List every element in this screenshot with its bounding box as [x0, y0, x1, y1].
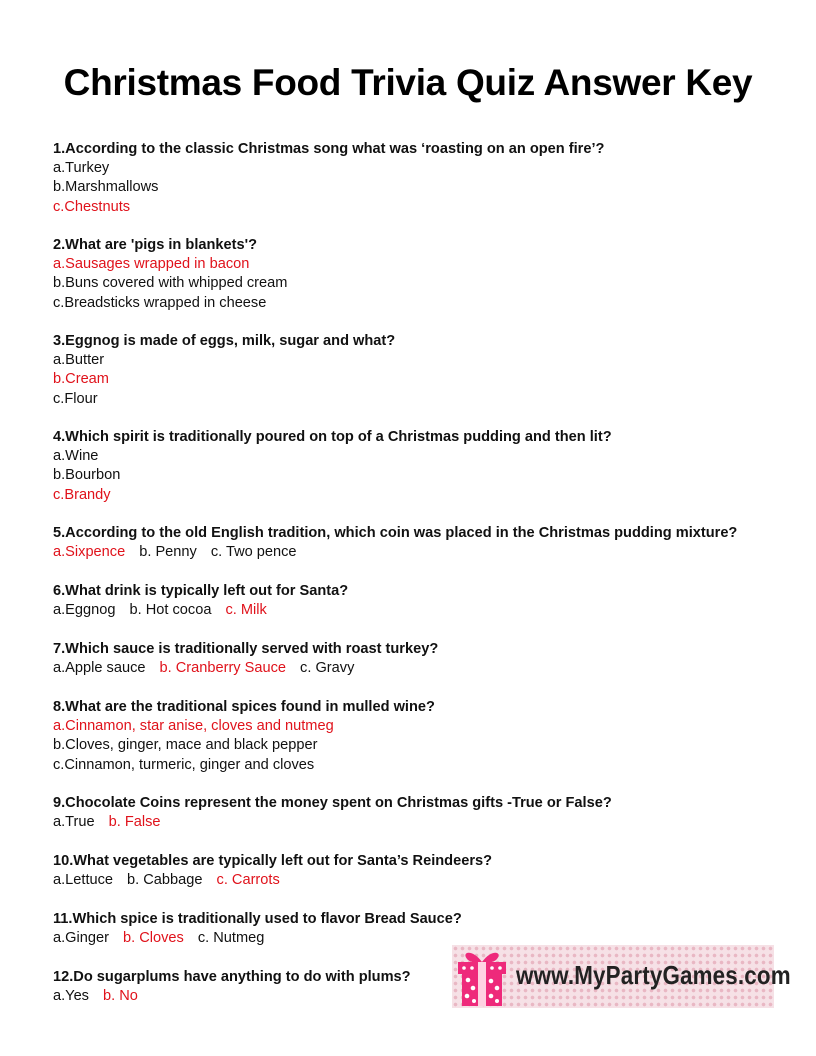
option-a: a.Apple sauce: [53, 660, 146, 677]
options-row: [53, 659, 438, 678]
options-row: [53, 987, 411, 1006]
option-c: c.Breadsticks wrapped in cheese: [53, 294, 267, 311]
question-8: [53, 698, 435, 775]
question-10: [53, 852, 492, 890]
option-a: a.Lettuce: [53, 872, 114, 889]
options-row: [53, 871, 492, 890]
question-text: 2.What are 'pigs in blankets'?: [53, 237, 257, 253]
options-row: [53, 929, 462, 948]
question-text: 3.Eggnog is made of eggs, milk, sugar and what?: [53, 333, 396, 349]
options-row: [53, 543, 737, 562]
page-title: Christmas Food Trivia Quiz Answer Key: [63, 62, 753, 103]
option-a: a.Eggnog: [53, 602, 116, 619]
option-a: a.Butter: [53, 352, 105, 369]
question-text: 1.According to the classic Christmas song what was ‘roasting on an open fire’?: [53, 141, 605, 157]
option-c-correct: c. Carrots: [216, 872, 280, 889]
option-b: b. Hot cocoa: [129, 602, 212, 619]
question-2: [53, 236, 287, 313]
site-logo: [452, 945, 791, 1008]
option-b: b.Bourbon: [53, 467, 121, 484]
question-text: 7.Which sauce is traditionally served with roast turkey?: [53, 641, 439, 657]
question-4: [53, 428, 612, 505]
option-b: b.Cloves, ginger, mace and black pepper: [53, 737, 318, 754]
question-6: [53, 582, 348, 620]
options-row: [53, 601, 348, 620]
question-3: [53, 332, 395, 409]
option-b: b.Buns covered with whipped cream: [53, 275, 288, 292]
option-b-correct: b. Cloves: [122, 930, 184, 947]
option-b-correct: b. False: [108, 814, 161, 831]
question-text: 12.Do sugarplums have anything to do with plums?: [53, 969, 411, 985]
option-a: a.Turkey: [53, 160, 110, 177]
question-text: 9.Chocolate Coins represent the money spent on Christmas gifts -True or False?: [53, 795, 612, 811]
option-c: c.Flour: [53, 390, 98, 407]
option-c: c.Cinnamon, turmeric, ginger and cloves: [53, 756, 315, 773]
question-text: 6.What drink is typically left out for Santa?: [53, 583, 349, 599]
option-c: c. Nutmeg: [197, 930, 265, 947]
option-b-correct: b.Cream: [53, 371, 109, 388]
option-b: b.Marshmallows: [53, 179, 159, 196]
question-9: [53, 794, 612, 832]
question-7: [53, 640, 438, 678]
option-a-correct: a.Sixpence: [53, 544, 126, 561]
option-b-correct: b. Cranberry Sauce: [159, 660, 287, 677]
question-text: 11.Which spice is traditionally used to flavor Bread Sauce?: [53, 911, 462, 927]
question-text: 10.What vegetables are typically left out for Santa’s Reindeers?: [53, 853, 493, 869]
option-a: a.True: [53, 814, 95, 831]
gift-box-icon: [454, 946, 510, 1008]
option-c-correct: c. Milk: [225, 602, 267, 619]
option-b: b. Penny: [139, 544, 197, 561]
option-a: a.Ginger: [53, 930, 109, 947]
option-a-correct: a.Cinnamon, star anise, cloves and nutmeg: [53, 718, 334, 735]
option-c-correct: c.Brandy: [53, 486, 111, 503]
logo-text: www.MyPartyGames.com: [516, 960, 791, 990]
option-a-correct: a.Sausages wrapped in bacon: [53, 256, 250, 273]
question-1: [53, 140, 604, 217]
options-row: [53, 813, 612, 832]
question-text: 8.What are the traditional spices found in mulled wine?: [53, 699, 435, 715]
option-a: a.Wine: [53, 448, 99, 465]
question-12: [53, 968, 411, 1006]
question-11: [53, 910, 462, 948]
option-c-correct: c.Chestnuts: [53, 198, 131, 215]
question-text: 5.According to the old English tradition, which coin was placed in the Christmas pudding mixture?: [53, 525, 738, 541]
option-a: a.Yes: [53, 988, 89, 1005]
option-b-correct: b. No: [102, 988, 138, 1005]
option-b: b. Cabbage: [127, 872, 203, 889]
question-text: 4.Which spirit is traditionally poured on top of a Christmas pudding and then lit?: [53, 429, 612, 445]
option-c: c. Gravy: [300, 660, 355, 677]
option-c: c. Two pence: [210, 544, 297, 561]
question-5: [53, 524, 737, 562]
